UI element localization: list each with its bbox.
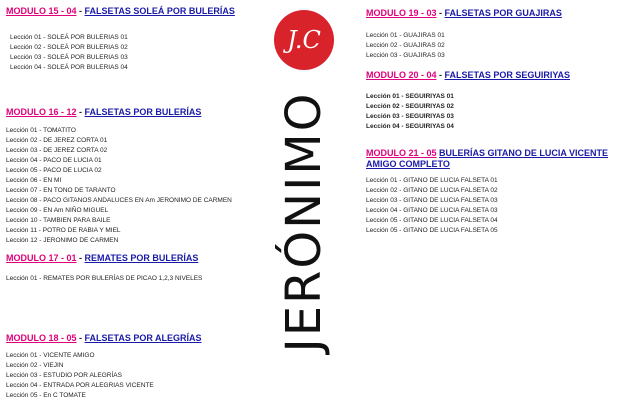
module-21-title-link[interactable]: BULERÍAS GITANO DE LUCIA VICENTE AMIGO COMPLETO <box>366 148 609 169</box>
lesson-item: Lección 10 - TAMBIEN PARA BAILE <box>6 217 111 224</box>
lesson-item: Lección 12 - JERONIMO DE CARMEN <box>6 237 119 244</box>
module-20-title-link[interactable]: FALSETAS POR SEGUIRIYAS <box>444 70 571 80</box>
lesson-item: Lección 09 - EN Am NIÑO MIGUEL <box>6 207 109 214</box>
module-18-title-link[interactable]: FALSETAS POR ALEGRÍAS <box>84 333 202 343</box>
module-19-heading: MODULO 19 - 03 - FALSETAS POR GUAJIRAS <box>366 8 562 18</box>
lesson-item: Lección 02 - VIEJIN <box>6 362 64 369</box>
module-17-lessons <box>6 274 202 284</box>
lesson-item: Lección 03 - ESTUDIO POR ALEGRÍAS <box>6 372 122 379</box>
lesson-item: Lección 05 - PACO DE LUCIA 02 <box>6 167 102 174</box>
module-15-title-link[interactable]: FALSETAS SOLEÁ POR BULERÍAS <box>84 6 235 16</box>
module-17-title-link[interactable]: REMATES POR BULERÍAS <box>84 253 199 263</box>
lesson-item: Lección 03 - SOLEÁ POR BULERIAS 03 <box>10 54 128 61</box>
module-16-lessons <box>6 126 232 246</box>
lesson-item: Lección 08 - PACO GITANOS ANDALUCES EN Am JERONIMO DE CARMEN <box>6 197 232 204</box>
lesson-item: Lección 04 - SOLEÁ POR BULERIAS 04 <box>10 64 128 71</box>
lesson-item: Lección 02 - SOLEÁ POR BULERIAS 02 <box>10 44 128 51</box>
module-20-lessons <box>366 92 454 132</box>
lesson-item: Lección 01 - REMATES POR BULERÍAS DE PICAO 1,2,3 NIVELES <box>6 275 203 282</box>
lesson-item: Lección 04 - SEGUIRIYAS 04 <box>366 123 454 130</box>
lesson-item: Lección 05 - GITANO DE LUCIA FALSETA 05 <box>366 227 498 234</box>
lesson-item: Lección 01 - VICENTE AMIGO <box>6 352 95 359</box>
lesson-item: Lección 06 - EN MI <box>6 177 62 184</box>
lesson-item: Lección 04 - ENTRADA POR ALEGRIAS VICENTE <box>6 382 154 389</box>
module-15-lessons <box>10 33 128 73</box>
lesson-item: Lección 05 - En C TOMATE <box>6 392 86 399</box>
logo-monogram-text: J.C <box>287 26 321 54</box>
lesson-item: Lección 01 - TOMATITO <box>6 127 76 134</box>
lesson-item: Lección 02 - SEGUIRIYAS 02 <box>366 103 454 110</box>
module-16-heading: MODULO 16 - 12 - FALSETAS POR BULERÍAS <box>6 107 202 117</box>
module-18-lessons <box>6 351 154 401</box>
logo-monogram <box>274 10 334 70</box>
module-21-lessons <box>366 176 498 236</box>
lesson-item: Lección 11 - POTRO DE RABIA Y MIEL <box>6 227 121 234</box>
lesson-item: Lección 03 - SEGUIRIYAS 03 <box>366 113 454 120</box>
lesson-item: Lección 01 - GUAJIRAS 01 <box>366 32 445 39</box>
lesson-item: Lección 03 - GITANO DE LUCIA FALSETA 03 <box>366 197 498 204</box>
module-15-heading: MODULO 15 - 04 - FALSETAS SOLEÁ POR BULERÍAS <box>6 6 235 16</box>
lesson-item: Lección 02 - DE JEREZ CORTA 01 <box>6 137 108 144</box>
lesson-item: Lección 04 - GITANO DE LUCIA FALSETA 03 <box>366 207 498 214</box>
module-17-heading: MODULO 17 - 01 - REMATES POR BULERÍAS <box>6 253 199 263</box>
module-19-title-link[interactable]: FALSETAS POR GUAJIRAS <box>444 8 562 18</box>
lesson-item: Lección 03 - GUAJIRAS 03 <box>366 52 445 59</box>
lesson-item: Lección 01 - SEGUIRIYAS 01 <box>366 93 454 100</box>
module-19-lessons <box>366 31 445 61</box>
module-18-heading: MODULO 18 - 05 - FALSETAS POR ALEGRÍAS <box>6 333 202 343</box>
lesson-item: Lección 01 - GITANO DE LUCIA FALSETA 01 <box>366 177 498 184</box>
lesson-item: Lección 02 - GITANO DE LUCIA FALSETA 02 <box>366 187 498 194</box>
lesson-item: Lección 04 - PACO DE LUCIA 01 <box>6 157 102 164</box>
lesson-item: Lección 05 - GITANO DE LUCIA FALSETA 04 <box>366 217 498 224</box>
module-16-title-link[interactable]: FALSETAS POR BULERÍAS <box>84 107 202 117</box>
lesson-item: Lección 02 - GUAJIRAS 02 <box>366 42 445 49</box>
vertical-title-text: JERÓNIMO <box>276 91 332 353</box>
module-20-heading: MODULO 20 - 04 - FALSETAS POR SEGUIRIYAS <box>366 70 571 80</box>
lesson-item: Lección 01 - SOLEÁ POR BULERIAS 01 <box>10 34 128 41</box>
lesson-item: Lección 03 - DE JEREZ CORTA 02 <box>6 147 108 154</box>
module-21-heading: MODULO 21 - 05 BULERÍAS GITANO DE LUCIA VICENTE AMIGO COMPLETO <box>366 148 609 169</box>
lesson-item: Lección 07 - EN TONO DE TARANTO <box>6 187 116 194</box>
